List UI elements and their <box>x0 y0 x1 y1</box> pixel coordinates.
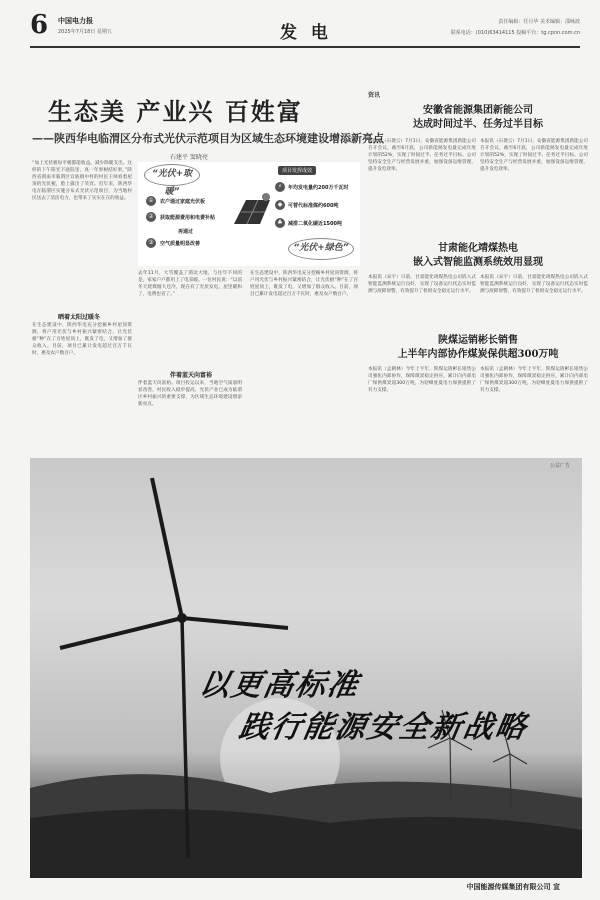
benefit-1: 年均发电量约200万千瓦时 <box>288 185 349 191</box>
main-body-column-5: 在生态建设中，陕西华电充分挖掘乡村屋顶资源，将户用光伏与乡村振兴紧密结合，让光伏板“种”在了百姓屋顶上，既发了电，又增加了群众收入。目前，项目已累计发电超过百万千瓦时，惠及农户数百户。 <box>250 271 358 297</box>
oval-solar-green: “光伏+绿色” <box>288 238 354 260</box>
main-byline: 石建平 窦晓亮 <box>170 154 208 161</box>
leaf-icon: ♣ <box>275 218 285 228</box>
news-2-headline-line-1: 甘肃能化靖煤热电 <box>438 243 518 254</box>
ad-slogan-line-1: 以更高标准 <box>196 668 363 703</box>
benefit-3: 减排二氧化碳近1500吨 <box>288 221 342 227</box>
info-item-4: 再通过 <box>178 229 194 235</box>
paper-name: 中国电力报 <box>58 17 93 25</box>
main-subheadline: ——陕西华电临渭区分布式光伏示范项目为区域生态环境建设增添新亮点 <box>32 132 384 145</box>
main-body-column-3: 去年11月，大雪覆盖了渭北大地，与往年不同的是，家家户户都用上了电采暖。一位村民说：“以前冬天烧煤烟大还冷，现在有了光伏发电，屋里暖和了，电费也省了。” <box>138 271 242 297</box>
news-2-body-col-b: 本报讯（宋宇）日前，甘肃能化靖煤热电公司嵌入式智能监测系统运行良好，实现了设备运行状态实时监测与故障预警，有效提升了机组安全稳定运行水平。 <box>480 275 588 294</box>
section-title: 发 电 <box>280 23 332 43</box>
main-headline: 生态美 产业兴 百姓富 <box>48 97 303 126</box>
power-icon: ⚡ <box>275 182 285 192</box>
news-1-body-col-b: 本报讯（石倩云）7月1日，安徽省能源集团新能公司召开会议，截至6月底，公司新能源发电量完成年度计划的52%，实现了时间过半、任务过半目标。公司坚持安全生产与经营发展并重，加强设备运维管理，提升发电效率。 <box>480 139 588 172</box>
paper-date: 2025年7月18日 星期五 <box>58 29 112 35</box>
news-3-body-col-a: 本报讯（孟朝林）今年上半年，陕煤运销彬长销售公司强化内部协作，保障煤炭稳定供应，累计向内部电厂保供煤炭超300万吨，为迎峰度夏电力保供提供了有力支撑。 <box>368 367 476 393</box>
news-3-headline-line-1: 陕煤运销彬长销售 <box>438 335 518 346</box>
ad-tag: 公益广告 <box>549 463 570 469</box>
step-two-marker: ② <box>146 212 156 222</box>
column-tag: 资讯 <box>368 92 381 99</box>
masthead <box>30 10 580 48</box>
sub-heading-1: 晒着太阳过暖冬 <box>58 314 101 321</box>
news-1-body-col-a: 本报讯（石倩云）7月1日，安徽省能源集团新能公司召开会议，截至6月底，公司新能源发电量完成年度计划的52%，实现了时间过半、任务过半目标。公司坚持安全生产与经营发展并重，加强设备运维管理，提升发电效率。 <box>368 139 476 172</box>
sub-heading-2: 伴着蓝天向富裕 <box>170 372 213 379</box>
solar-panel-icon <box>230 192 272 232</box>
step-three-marker: ③ <box>146 238 156 248</box>
news-3-headline-line-2: 上半年内部协作煤炭保供超300万吨 <box>397 349 559 360</box>
main-body-column-1: “加上光伏板每平板都能收益，减少除暖支出。这样的下午阳光下庭院里，真一年果树结好果，”陕西省渭南市临渭区官底镇中村的村民王师看着屋顶的光伏板，脸上露出了笑容。近年来，陕西华电在临渭区实施分布式光伏示范项目，为当地村民送去了清洁电力，也带来了实实在在的收益。 <box>32 161 132 201</box>
benefit-title-badge: 项目发挥成效 <box>278 166 316 175</box>
main-body-column-4: 伴着蓝天向富裕。项目投运以来，当地空气质量明显改善，村民收入稳步提高，光伏产业已成为临渭区乡村振兴的重要支撑，为区域生态环境建设增添新亮点。 <box>138 381 242 407</box>
news-3-body-col-b: 本报讯（孟朝林）今年上半年，陕煤运销彬长销售公司强化内部协作，保障煤炭稳定供应，累计向内部电厂保供煤炭超300万吨，为迎峰度夏电力保供提供了有力支撑。 <box>480 367 588 393</box>
oval-solar-heating: “光伏+取暖” <box>144 164 200 186</box>
news-2-headline-line-2: 嵌入式智能监测系统效用显现 <box>413 257 543 268</box>
info-item-1: 农户通过家庭光伏板 <box>160 199 206 205</box>
ad-slogan-line-2: 践行能源安全新战略 <box>236 710 531 745</box>
info-item-2: 获取能源费用和电费补贴 <box>160 215 216 221</box>
contact-info: 联系电话：(010)63414115 投稿平台：tg.cpnn.com.cn <box>450 30 580 36</box>
benefit-2: 可替代标准煤约600吨 <box>288 203 339 209</box>
info-item-3: 空气质量明显改善 <box>160 241 201 247</box>
page-number: 6 <box>30 10 49 40</box>
main-body-column-2: 在生态建设中，陕西华电充分挖掘乡村屋顶资源，将户用光伏与乡村振兴紧密结合，让光伏板“种”在了百姓屋顶上，既发了电，又增加了群众收入。目前，项目已累计发电超过百万千瓦时，惠及农户数百户。 <box>32 323 132 356</box>
news-1-headline-line-1: 安徽省能源集团新能公司 <box>423 105 533 116</box>
infographic <box>138 162 360 266</box>
news-1-headline-line-2: 达成时间过半、任务过半目标 <box>413 119 543 130</box>
coal-icon: ◆ <box>275 200 285 210</box>
step-one-marker: ① <box>146 196 156 206</box>
ad-company: 中国能源传媒集团有限公司 宣 <box>466 883 560 891</box>
editor-info: 责任编辑：任月华 美术编辑：邵咏波 <box>498 19 580 25</box>
news-2-body-col-a: 本报讯（宋宇）日前，甘肃能化靖煤热电公司嵌入式智能监测系统运行良好，实现了设备运行状态实时监测与故障预警，有效提升了机组安全稳定运行水平。 <box>368 275 476 294</box>
